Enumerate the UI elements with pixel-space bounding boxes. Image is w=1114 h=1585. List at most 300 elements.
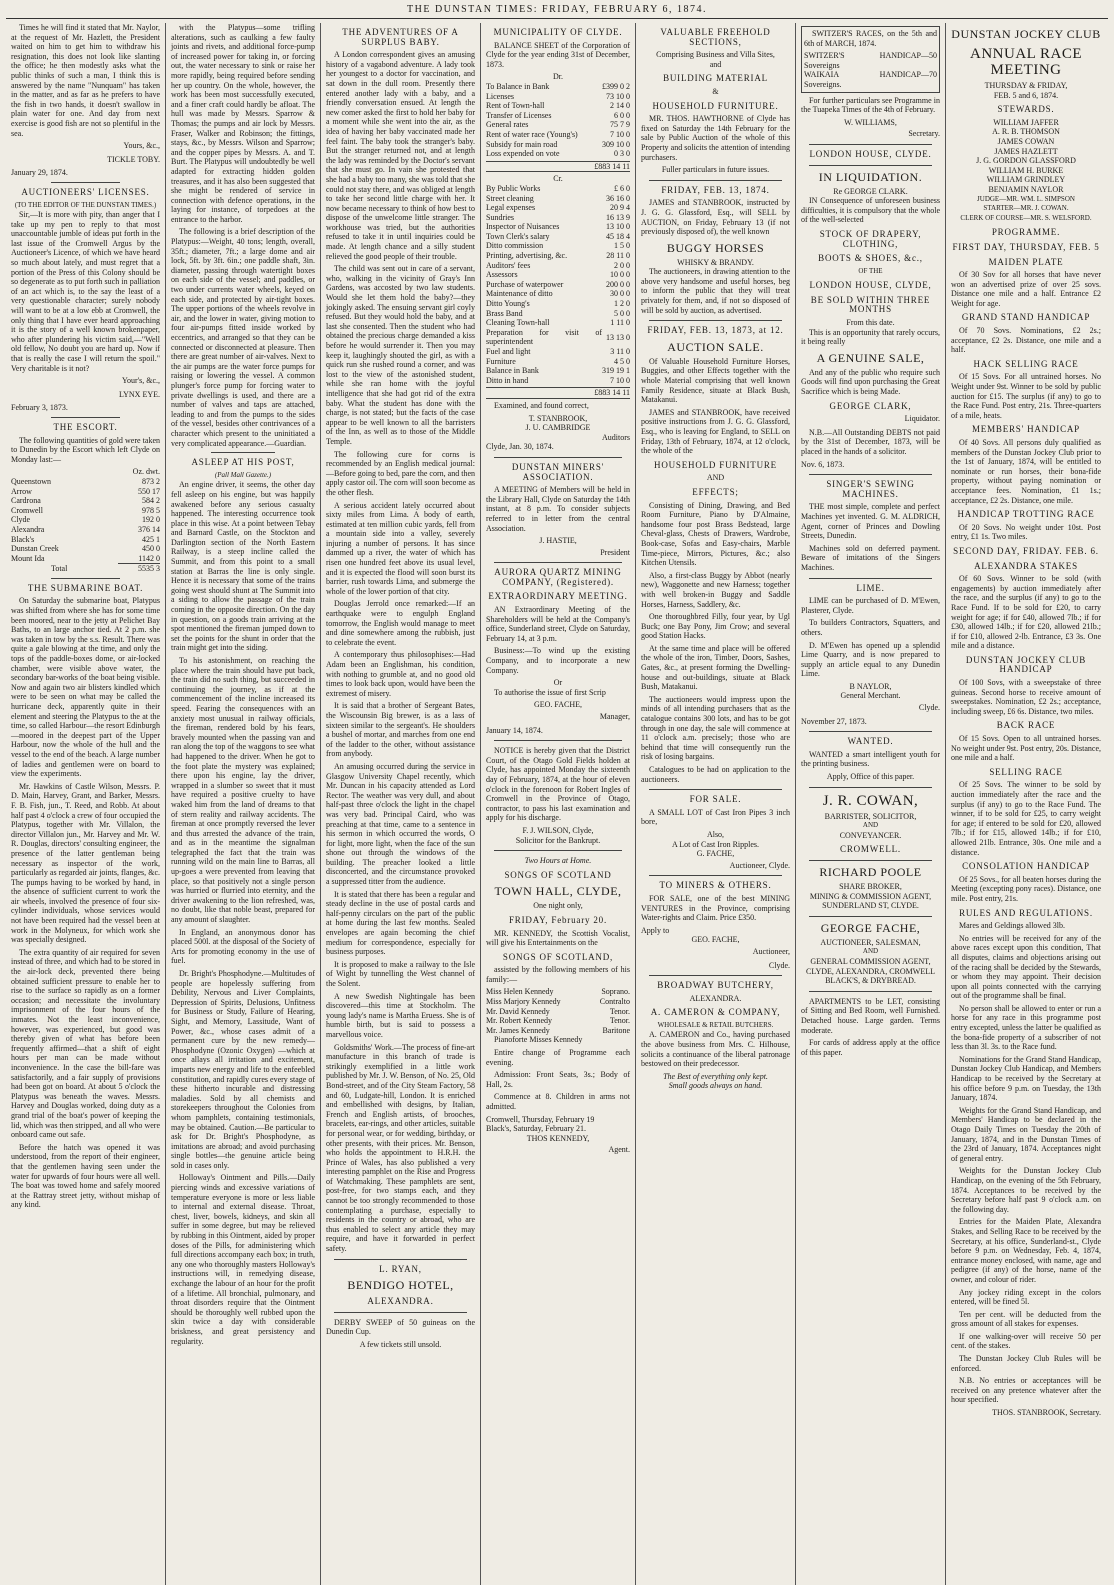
escort-table (11, 477, 160, 574)
divider (334, 1312, 467, 1313)
headline: THE ADVENTURES OF A SURPLUS BABY. (342, 27, 459, 47)
official: JUDGE—MR. WM. L. SIMPSON (977, 194, 1075, 203)
advert-body: To builders Contractors, Squatters, and others. (801, 618, 940, 637)
advert-title: Clyde. (768, 960, 790, 970)
ledger-row (486, 194, 630, 204)
article-body: The following quantities of gold were taken to Dunedin by the Escort which left Clyde on Monday last:— (11, 435, 160, 464)
divider (51, 182, 120, 183)
ledger-row (486, 213, 630, 223)
advert-body: And any of the public who require such Goods will find upon purchasing the Great Sacrifice which is being Made. (801, 367, 940, 397)
ledger-row (486, 184, 630, 194)
unit-label: Oz. dwt. (132, 467, 160, 477)
headline: DUNSTAN MINERS' ASSOCIATION. (511, 461, 605, 482)
escort-row (11, 535, 160, 545)
divider (809, 916, 932, 917)
headline: AURORA QUARTZ MINING COMPANY, (Registered). (494, 567, 622, 587)
article-body: The following cure for corns is recommended by an English medical journal:—Before going to bed, pare the corn, and then apply castor oil. The corn will soon become as the other flesh. (326, 449, 475, 497)
escort-row-value: 376 14 (138, 524, 160, 534)
performer-row (486, 1016, 630, 1026)
escort-row-value: 192 0 (142, 515, 160, 525)
advert-body: Business:—To wind up the existing Company, and to incorporate a new Company. (486, 646, 630, 675)
article-body: with the Platypus—some trifling alterations, such as caulking a few faulty joints and rivets, and additional force-pump of increased power for taking in, or forcing out, the water necessary to sink or raise her more rapidly, being required before sending her up country. On the whole, however, the work has been most successfully executed, and a finer craft could hardly be afloat. The hull was made by Messrs. Sparrow & Thomas; the pumps and air lock by Messrs. Fraser, Walker and Robinson; the fittings, stays, &c., by Messrs. Wilson and Sparrow; and the copper pipes by Messrs. A. and T. Burt. The Platypus will undoubtedly be well adapted for extracting hidden golden treasures, and it has also been suggested that she might be rendered of service in connection with defence operations, in the laying for instance, of torpedoes at the entrance to the harbor. (171, 23, 315, 224)
headline: MUNICIPALITY OF CLYDE. (493, 27, 623, 37)
advert-body: IN Consequence of unforeseen business difficulties, it is compulsory that the whole of the well-selected (801, 196, 940, 225)
ledger-row (486, 270, 630, 280)
column-6 (796, 23, 946, 1585)
headline: BROADWAY BUTCHERY, (657, 980, 774, 991)
advert-text: SWITZER'S HANDICAP—50 Sovereigns (804, 51, 937, 70)
advert-body: Dr. Bright's Phosphodyne.—Multitudes of people are hopelessly suffering from Debility, Nervous and Liver Complaints, Depression of Spirits, Delusions, Unfitness for Business or Study, Failure of Hearing, Sight, and Memory, Lassitude, Want of Power, &c., whose cases admit of a permanent cure by the new remedy—Phosphodyne (Ozonic Oxygen) —which at once allays all irritation and excitement, imparts new energy and life to the enfeebled constitution, and rapidly cures every stage of these hitherto incurable and distressing maladies. Sold by all chemists and storekeepers throughout the Colonies from whom pamphlets, containing testimonials, may be obtained. Caution.—Be particular to ask for Dr. Bright's Phosphodyne, as imitations are abroad; and avoid purchasing single bottles—the genuine article being sold in cases only. (171, 969, 315, 1170)
advert-body: A MEETING of Members will be held in the Library Hall, Clyde on Saturday the 14th instant, at 8 p.m. To consider subjects referred to in letter from the central Association. (486, 485, 630, 533)
headline: A. CAMERON & COMPANY, (650, 1007, 781, 1018)
headline: FIRST DAY, THURSDAY, FEB. 5 (952, 241, 1100, 252)
escort-row-label: Mount Ida (11, 553, 45, 563)
rules-body: N.B. No entries or acceptances will be received on any pretence whatever after the hour specified. (951, 1376, 1101, 1405)
escort-row (11, 554, 160, 564)
advert-signature: THOS. STANBROOK, Secretary. (992, 1408, 1101, 1418)
headline: GEORGE FACHE, (820, 920, 921, 935)
advert-body: Examined, and found correct, (494, 400, 589, 410)
ledger-row (486, 376, 630, 386)
ledger-row-value: 0 3 0 (614, 149, 630, 159)
advert-body: AN Extraordinary Meeting of the Shareholders will be held at the Company's office, Sunderland street, Clyde on Saturday, February 14, at 3 p.m. (486, 605, 630, 643)
race-title: MEMBERS' HANDICAP (972, 424, 1080, 435)
ledger-row (486, 130, 630, 140)
ledger-row (486, 140, 630, 150)
article-body: Douglas Jerrold once remarked:—If an earthquake were to engulph England tomorrow, the English would manage to meet and dine somewhere among the rubbish, just to celebrate the event. (326, 599, 475, 647)
ledger-row (486, 120, 630, 130)
advert-body: A. CAMERON and Co., having purchased the above business from Mrs. C. Hilhouse, solicits a continuance of the liberal patronage bestowed on their predecessor. (641, 1030, 790, 1069)
ledger-row-label: By Public Works (486, 183, 541, 193)
advert-signature: GEORGE CLARK, (829, 400, 912, 411)
ledger-row-value: 1 11 0 (610, 318, 630, 328)
performer-row (486, 987, 630, 997)
article-body: It is proposed to make a railway to the Isle of Wight by tunnelling the West channel of the Solent. (326, 959, 475, 988)
stewards-list (951, 118, 1101, 195)
headline: BOOTS & SHOES, &c., (818, 253, 923, 264)
advert-text: WHOLESALE & RETAIL BUTCHERS. (657, 1020, 774, 1029)
ledger-row (486, 357, 630, 367)
performer-row (486, 997, 630, 1007)
divider (809, 787, 932, 788)
performer-row (486, 1026, 630, 1036)
article-body: On Saturday the submarine boat, Platypus was shifted from where she has for some time been moored, near to the jetty at Pelichet Bay Baths, to an large anchor tied. At 2 p.m. she was taken in tow by the s.s. Result. There was quite a gale blowing at the time, and only the tops of the paddle-boxes dome, or air-locked chamber, were visible above water, the secondary bar-works of the boat being visible. Now and again two air blisters kindled which were to be seen on what may be called the hurricane deck, apparently quite in their element and steering the Platypus to the at the time, so called Harbour—the resort Edinburgh—moored in the deepest part of the Upper Harbour, now the whole of the hull and the vessel to the end of the beach. A large number of ladies and gentlemen were on board to view the experiments. (11, 596, 160, 779)
advert-body: Admission: Front Seats, 3s.; Body of Hall, 2s. (486, 1070, 630, 1089)
ledger-row (486, 203, 630, 213)
advert-place: ALEXANDRA. (367, 1296, 434, 1307)
article-body: Mr. Hawkins of Castle Wilson, Messrs. P. D. Main, Harvey, Grant, and Barker, Messrs. F. B. Fish, jun., T. Reed, and Robb. At about half past 4 o'clock a crew of four occupied the Platypus, together with Mr. Villalon, the director Villalon jun., Mr. Harvey and Mr. W. R. Douglas, directors' consulting engineer, the presence of the latter gentleman being necessary as inspector of the work, particularly as regarded air joints, flanges, &c. The pumps having to be worked by hand, in the absence of sufficient current to work the air wheels, involved the presence of four six-cylinder individuals, whose services would not have been required had the vessel been at work in the Molyneux, for which work she was specially designed. (11, 781, 160, 945)
divider (494, 740, 622, 741)
advert-text: A Lot of Cast Iron Ripples. (671, 839, 760, 849)
ledger-row-value: 2 0 0 (614, 260, 630, 270)
advert-text: CLYDE, ALEXANDRA, CROMWELL (806, 966, 935, 976)
headline: TO MINERS & OTHERS. (659, 880, 772, 891)
headline: ANNUAL RACE MEETING (969, 46, 1083, 78)
advert-note: A few tickets still unsold. (359, 1340, 442, 1349)
race-body: Of 60 Sovs. Winner to be sold (with engagements) by auction immediately after the race, and the surplus (if any) to go to the Race Fund. If to be sold for £20, to carry weight for age; if for £40, allowed 7lb.; if for £30, allowed 14lb.; if for £20, allowed 21lb.; if for £10, allowed 2-lb. Entrance, £3 3s. One mile and a distance. (951, 574, 1101, 651)
ledger-row-label: Rent of water race (Young's) (486, 129, 578, 139)
advert-text: From this date. (846, 318, 895, 328)
advert-body: At the same time and place will be offered the whole of the iron, Timber, Doors, Sashes, Gates, &c., at present forming the Dwelling-house and out-buildings, situate at Black Bush, Matakanui. (641, 643, 790, 692)
headline: STOCK OF DRAPERY, CLOTHING, (819, 228, 922, 249)
advert-body: THE most simple, complete and perfect Machines yet invented. G. M. ALDRICH, Agent, corner of Princes and Dowling Streets, Dunedin. (801, 502, 940, 541)
performer-row-value: Soprano. (601, 987, 630, 997)
advert-text: Or (553, 678, 563, 688)
advert-title: President (600, 547, 630, 557)
ledger-row-value: 13 10 0 (606, 222, 630, 232)
headline: STEWARDS. (997, 104, 1055, 115)
advert-body: MR. KENNEDY, the Scottish Vocalist, will give his Entertainments on the (486, 928, 630, 948)
rules-body: Ten per cent. will be deducted from the gross amount of all stakes for expenses. (951, 1309, 1101, 1329)
advert-signature: GEO. FACHE, (691, 935, 740, 945)
race-title: GRAND STAND HANDICAP (961, 312, 1091, 323)
article-body: The extra quantity of air required for seven instead of three, and which had to be stored in the air-lock deck, prevented there being obtained sufficient pressure to enable her to rise to the surface so rapidly as on a former occasion; and necessitate the involuntary imprisonment of the four hours of the inmates. Not the least inconvenience, however, was experienced, but good was thereby given of what has before been frequently affirmed—that a shift of eight hours per man can be made without inconvenience. In the case the bill-fare was satisfactorily, and a fair supply of provisions had been got on board. At about 5 o'clock the Platypus was beneath the waves. Messrs. Harvey and Douglas worked, doing duty as a grand trial of the boat's power of keeping the lid, which was then stripped, and all who were onboard came out safe. (11, 947, 160, 1140)
ledger-row-value: 2 14 0 (610, 101, 630, 111)
advert-body: MR. THOS. HAWTHORNE of Clyde has fixed on Saturday the 14th February for the sale by Public Auction of the whole of this Property and solicits the attention of intending purchasers. (641, 114, 790, 162)
ledger-row (486, 92, 630, 102)
race-body: Of 20 Sovs. No weight under 10st. Post entry, £1 1s. Two miles. (951, 522, 1101, 542)
ledger-row-label: Licenses (486, 91, 514, 101)
advert-body: BALANCE SHEET of the Corporation of Clyde for the year ending 31st of December, 1873. (486, 40, 630, 69)
headline: TOWN HALL, CLYDE, (494, 884, 622, 899)
headline: AUCTION SALE. (667, 339, 764, 354)
race-title: BACK RACE (996, 720, 1056, 731)
race-title: CONSOLATION HANDICAP (962, 861, 1090, 872)
ledger-row-label: Maintenance of ditto (486, 289, 553, 299)
divider (809, 144, 932, 145)
advert-body: One thoroughbred Filly, four year, by Ugl Buck; one Bay Pony, Jim Crow; and several good Station Hacks. (641, 612, 790, 641)
ledger-row (486, 299, 630, 309)
column-5 (636, 23, 796, 1585)
official: STARTER—MR. J. COWAN. (983, 204, 1069, 213)
advert-body: Also, a first-class Buggy by Abbot (nearly new), Waggonette and new Harness; together with well broken-in Buggy and Saddle Horses, Harness, Saddlery, &c. (641, 570, 790, 609)
ledger-row-label: Brass Band (486, 308, 523, 318)
article-body: Before the hatch was opened it was understood, from the report of their engineer, that the gentlemen having seen under the water for upwards of four hours were all well. The boat was towed home and safely moored at the Rattray street jetty, without mishap of any kind. (11, 1142, 160, 1210)
ledger-row-label: Furniture (486, 356, 516, 366)
article-body: Goldsmiths' Work.—The process of fine-art manufacture in this branch of trade is strikingly exemplified in a little work published by Mr. J. W. Benson, of No. 25, Old Bond-street, and of the City Steam Factory, 58 and 60, Ludgate-hill, London. It is enriched and embellished with designs, by Italian, French and English artists, of brooches, bracelets, ear-rings, and other articles, suitable for personal wear, or for wedding, birthday, or other presents, with their prices. Mr. Benson, who holds the appointment to H.R.H. the Prince of Wales, has also published a very interesting pamphlet on the Rise and Progress of Watchmaking. These pamphlets are sent, post-free, for two stamps each, and they cannot be too strongly recommended to those contemplating a purchase, especially to residents in the country or abroad, who are thus enabled to select any article they may require, and have it forwarded in perfect safety. (326, 1042, 476, 1254)
advert-body: NOTICE is hereby given that the District Court, of the Otago Gold Fields holden at Clyde, has appointed Monday the sixteenth day of February, 1874, at the hour of eleven o'clock in the forenoon for Robert Ingles of Cromwell in the Province of Otago, contractor, to pass his last examination and apply for his discharge. (486, 746, 630, 823)
ledger-total: £883 14 11 (486, 387, 630, 399)
advert-signature: GEO. FACHE, (533, 700, 583, 710)
headline: J. R. COWAN, (822, 792, 919, 809)
performer-row (486, 1007, 630, 1017)
ledger-row-value: 75 7 9 (610, 120, 630, 130)
rules-body: Weights for the Dunstan Jockey Club Handicap, on the evening of the 5th February, 1874. Acceptances to be received by the Secretary before half past 9 o'clock a.m. on the following day. (951, 1166, 1101, 1214)
advert-text: SHARE BROKER, (839, 882, 902, 891)
ledger-row-label: Ditto in hand (486, 375, 529, 385)
advert-text: BLACK'S, & DRYBREAD. (825, 976, 916, 986)
rules-body: Nominations for the Grand Stand Handicap, Dunstan Jockey Club Handicap, and Members Handicap to be received by the Secretary at his office before 9 p.m. on Tuesday, the 13th January, 1874. (951, 1054, 1101, 1103)
ledger-row-label: Balance in Bank (486, 366, 539, 376)
ledger-row-label: General rates (486, 120, 529, 130)
article-body: A London correspondent gives an amusing history of a vagabond adventure. A lady took her youngest to a doctor for vaccination, and sat down in the dull room. Presently there entered another lady with a baby, and a friendly conversation ensued. At length the new comer asked the first to hold her baby for a moment while she went into the air, as the idea of having her baby vaccinated made her feel faint. The baby took the stranger's baby. But the stranger returned not, and at length the lady was reminded by the Doctor's servant that she must go. In vain she protested that she had a baby too many, she was told that she could not stay there, and was obliged at length to take her second little charge with her. It now became necessary to think of how best to dispose of the unwelcome little stranger. The workhouse was tried, but the authorities refused to take it in until inquiries could be made. At length chance and a silly student relieved the good people of their trouble. (326, 50, 476, 261)
ledger-row (486, 309, 630, 319)
advert-tagline: The Best of everything only kept. (663, 1071, 768, 1081)
headline: EXTRAORDINARY MEETING. (488, 591, 628, 602)
advert-signature: THOS KENNEDY, (526, 1133, 590, 1143)
ledger-row (486, 82, 630, 92)
ledger-row-label: Town Clerk's salary (486, 231, 550, 241)
total-value: 5535 3 (118, 564, 160, 574)
advert-body: For cards of address apply at the office of this paper. (801, 1038, 940, 1057)
advert-date: Nov. 6, 1873. (801, 459, 845, 469)
ledger-row-value: 7 10 0 (610, 375, 630, 385)
divider (334, 1259, 467, 1260)
steward-name: JAMES HAZLETT (994, 146, 1058, 156)
ledger-row-value: 1 2 0 (614, 299, 630, 309)
signature: LYNX EYE. (119, 389, 160, 399)
ledger-row-value: 13 13 0 (606, 332, 630, 342)
article-body: To his astonishment, on reaching the place where the train should have put back, the train did no such thing, but succeeded in continuing the journey, as if at the commencement of the incline increased its speed. Fearing the consequences with an anxiety most unusual in railway officials, the fireman, rendered bold by his fears, bravely mounted when the passing van and ran along the top of the waggons to see what had happened to the driver. When he got to the foot plate the mystery was explained; there upon his engine, lay the driver, wrapped in a slumber so sweet that it must have required a positive cruelty to have waked him from the land of dreams to that of stern reality and railway accidents. The fireman at once promptly reversed the lever and thus arrested the advance of the train, and as in the meantime the signalman telegraphed the fact that the train was running wild on the main line to Barras, all up-goes a were prevented from leaving that place, so that positively not a single person was hurried or flurried into eternity, and the driver awakening to the lion refreshed, was, no doubt, like that noble beast, prepared for any amount of slaughter. (171, 656, 315, 925)
ledger-row-value: 200 0 0 (606, 279, 630, 289)
advert-body: A SMALL LOT of Cast Iron Pipes 3 inch bore, (641, 807, 790, 827)
performer-row-label: Miss Helen Kennedy (486, 987, 554, 997)
article-body: An engine driver, it seems, the other day fell asleep on his engine, but was happily awakened before any serious casualty happened. The interesting occurrence took place in this wise. At a point between Tebay and Barnard Castle, on the Stockton and Darlington section of the North Eastern Railway, is a steep incline called the Summit, and from this point to a small station at Barras the line is only single. Hence it is necessary that some of the trains going west should shunt at The Summit into a siding to allow the passage of the train coming in the opposite direction. On the day in question, on a goods train arriving at the spot mentioned the fireman jumped down to set the points for the shunt in order that the train might get into the siding. (171, 480, 315, 653)
escort-row-value: 978 5 (142, 505, 160, 515)
advert-date: Clyde, Jan. 30, 1874. (486, 442, 554, 452)
headline: A GENUINE SALE, (816, 350, 925, 365)
headline: FRIDAY, FEB. 13, 1874. (661, 184, 770, 195)
advert-text: SUNDERLAND ST, CLYDE. (822, 901, 919, 911)
ledger-row-label: Fuel and light (486, 347, 531, 356)
advert-body: The auctioneers would impress upon the minds of all intending purchasers that as the catalogue contains 300 lots, and has to be got through in one day, the sale will commence at 11 o'clock a.m. precisely; those who are behind that time will consequently run the risk of losing bargains. (641, 694, 790, 762)
advert-title: Liquidator. (904, 414, 940, 424)
advert-text: MINING & COMMISSION AGENT, (809, 891, 932, 901)
advert-name: L. RYAN, (379, 1263, 422, 1274)
advert-body: assisted by the following members of his family:— (486, 965, 630, 984)
ledger-row-label: Ditto commission (486, 241, 544, 251)
columns (6, 23, 1108, 1585)
signoff: Your's, &c., (122, 376, 160, 386)
ledger-row-value: 3 11 0 (610, 347, 630, 356)
advert-body: Holloway's Ointment and Pills.—Daily piercing winds and excessive variations of temperature everyone is more or less liable to internal and external disease. Throat, chest, liver, bowels, kidneys, and skin all suffer in some degree, but may be relieved by rubbing in this Ointment, aided by proper doses of the Pills, for administering which full directions accompany each box; in truth, any one who thoroughly masters Holloway's instructions will, in remedying disease, exchange the labour of an hour for the profit of a lifetime. All bronchial, pulmonary, and throat disorders require that the Ointment should be thoroughly well rubbed upon the skin twice a day with considerable briskness, and great persistency and regularity. (171, 1173, 315, 1346)
advert-box (801, 26, 940, 93)
ledger-row-value: 30 0 0 (610, 289, 630, 299)
ledger-row-value: 36 16 0 (606, 193, 630, 203)
advert-text: Fuller particulars in future issues. (661, 165, 770, 175)
advert-text: AND (862, 821, 879, 830)
ledger-row-value: 309 10 0 (602, 139, 630, 149)
race-body: Of 40 Sovs. All persons duly qualified as members of the Dunstan Jockey Club prior to the 1st of January, 1874, will be entitled to nominate or run horses, their bona-fide property, without paying nomination or acceptance fees. Nomination, £1 1s.; acceptance, £2 2s. Distance, one mile. (951, 438, 1101, 505)
ledger-row-value: 28 11 0 (606, 251, 630, 261)
divider (649, 875, 782, 876)
headline: SECOND DAY, FRIDAY. FEB. 6. (953, 545, 1099, 556)
headline: ASLEEP AT HIS POST, (191, 457, 295, 468)
official: CLERK OF COURSE—MR. S. WELSFORD. (960, 213, 1092, 222)
escort-row-value: 873 2 (142, 476, 160, 486)
performer-row-label: Mr. James Kennedy (486, 1025, 550, 1035)
advert-body: The auctioneers, in drawing attention to the above very handsome and useful horses, beg to inform the public that they will treat privately for them, and, if not so disposed of will be sold by auction, as advertised. (641, 267, 790, 315)
advert-text: Also, (706, 829, 725, 839)
race-body: Of 15 Sovs. For all untrained horses. No Weight under 9st. Winner to be sold by public auction for £15. The surplus (if any) to go to the Race Fund. Post entry, 21s. Three-quarters of a mile, heats. (951, 372, 1101, 420)
ledger-row (486, 149, 630, 159)
article-body: A new Swedish Nightingale has been discovered—this time at Stockholm. The young lady's name is Martha Eruess. She is of humble birth, but is said to possess a marvellous voice. (326, 991, 475, 1039)
column-3 (321, 23, 481, 1585)
advert-body: Consisting of Dining, Drawing, and Bed Room Furniture, Piano by D'Almaine, handsome four post Brass Bedstead, large Cheval-glass, Chests of Drawers, Wardrobe, Book-case, Sofas and Easy-chairs, Marble Time-piece, Mirrors, Pictures, &c.; also Kitchen Utensils. (641, 500, 790, 568)
ledger-row-value: 73 10 0 (606, 91, 630, 101)
column-1 (6, 23, 166, 1585)
escort-row-value: 550 17 (138, 486, 160, 496)
steward-name: WILLIAM H. BURKE (988, 165, 1064, 175)
escort-row (11, 487, 160, 497)
article-body: In England, an anonymous donor has placed 500l. at the disposal of the Society of Arts for promoting economy in the use of fuel. (171, 927, 315, 966)
ledger-row-label: Cleaning Town-hall (486, 318, 550, 328)
advert-title: Auctioneer, Clyde. (729, 860, 790, 870)
article-body: Sir,—It is more with pity, than anger that I take up my pen to reply to that most unaccountable jumble of ideas put forth in the last issue of the Cromwell Argus by the Auctioneer's Licence, of which we have heard so much about lately, and must regret that a portion of the Press of this Colony should be so degenerate as to put forth such in palliation of an act which is, to the say the least of a very questionable character; surely nobody will want to be at a low ebb at Cromwell, the only thing that I have ever heard approaching it is the story of a well known brokenpaper, who after plundering his victim said,—"Well old fellow, No doubt you are hard up. Now if that is really the case I will return the spoil." Very charitable is it not? (11, 210, 160, 373)
letter-date: January 29, 1874. (11, 168, 68, 178)
escort-row-label: Dunstan Creek (11, 544, 59, 554)
advert-text: AND (862, 947, 879, 956)
rules-body: No person shall be allowed to enter or run a horse for any race in this programme post entry excepted, unless the latter be qualified as the bona-fide property of a subscriber of not less than 3l. 3s. to the Race fund. (951, 1003, 1101, 1052)
advert-text: THURSDAY & FRIDAY, (984, 81, 1068, 90)
advert-signature: G. FACHE, (696, 849, 735, 859)
advert-signature: B NAYLOR, (849, 681, 892, 691)
advert-body: JAMES and STANBROOK, have received positive instructions from J. G. G. Glassford, Esq., who is leaving for England, to SELL on Friday, 13th of February, 1874, at 12 o'clock, the whole of the (641, 407, 790, 456)
ledger-row-value: 45 18 4 (606, 231, 630, 241)
headline: RULES AND REGULATIONS. (959, 907, 1093, 918)
advert-body: Pianoforte Misses Kennedy (494, 1035, 583, 1045)
article-body: A serious accident lately occurred about sixty miles from Lima. A body of earth, estimated at ten million cubic yards, fell from a mountain side into a valley, severely injuring a number of persons. It has since dammed up a river, the water of which has risen one hundred feet above its usual level, and it is expected the flood will soon burst its barrier, rush towards Lima, and submerge the whole of the lower portion of that city. (326, 500, 475, 596)
advert-text: ALEXANDRA. (689, 993, 742, 1003)
advert-body: D. M'Ewen has opened up a splendid Lime Quarry, and is now prepared to supply an article equal to any Dunedin Lime. (801, 640, 940, 679)
advert-body: JAMES and STANBROOK, instructed by J. G. G. Glassford, Esq., will SELL by AUCTION, on Friday, February 13 (if not previously disposed of), the well known (641, 198, 790, 237)
ledger-row (486, 366, 630, 376)
ledger-row-value: 16 13 9 (606, 212, 630, 222)
ledger-row-label: To Balance in Bank (486, 81, 550, 91)
headline: SINGER'S SEWING MACHINES. (826, 479, 915, 499)
ledger-row-label: Loss expended on vote (486, 149, 560, 159)
ledger-row-label: Preparation for visit of superintendent (486, 327, 602, 347)
advert-title: Secretary. (908, 129, 940, 139)
rules-body: Mares and Geldings allowed 3lb. (959, 921, 1065, 931)
divider (649, 975, 782, 976)
ledger-row-value: 7 10 0 (610, 129, 630, 139)
divider (809, 165, 932, 166)
column-2 (166, 23, 321, 1585)
rules-body: If one walking-over will receive 50 per cent. of the stakes. (951, 1331, 1101, 1351)
headline: VALUABLE FREEHOLD SECTIONS, (660, 27, 771, 47)
ledger-row (486, 318, 630, 328)
advert-text: Cromwell, Thursday, February 19 (486, 1114, 595, 1124)
ledger-row-label: Legal expenses (486, 203, 536, 213)
escort-row (11, 506, 160, 516)
advert-text: CONVEYANCER. (839, 830, 902, 840)
advert-text: Comprising Business and Villa Sites, (656, 50, 775, 60)
escort-row-label: Queenstown (11, 476, 51, 486)
ledger-row-label: Ditto Young's (486, 299, 530, 309)
escort-row-label: Alexandra (11, 524, 45, 534)
advert-text: Apply, Office of this paper. (826, 772, 915, 782)
advert-text: WAIKAIA HANDICAP—70 Sovereigns. (804, 70, 937, 89)
divider (211, 452, 275, 453)
headline: FRIDAY, FEB. 13, 1873, at 12. (647, 325, 784, 336)
advert-body: Entire change of Programme each evening. (486, 1048, 630, 1067)
advert-text: One night only, (533, 901, 583, 911)
subhead: (TO THE EDITOR OF THE DUNSTAN TIMES.) (14, 200, 157, 209)
escort-row-value: 450 0 (142, 544, 160, 554)
advert-date: January 14, 1874. (486, 725, 543, 735)
headline: CROMWELL. (840, 844, 901, 855)
race-title: ALEXANDRA STAKES (974, 560, 1078, 571)
advert-body: Of Valuable Household Furniture Horses, Buggies, and other Effects together with the whole Material comprising that well known Family Residence, situate at Black Bush, Matakanui. (641, 356, 790, 405)
advert-title: Manager, (599, 712, 630, 721)
headline: FRIDAY, February 20. (508, 914, 607, 925)
headline: BUILDING MATERIAL (663, 73, 768, 84)
ledger-row-value: £399 0 2 (602, 81, 630, 91)
advert-body: Catalogues to be had on application to the auctioneers. (641, 765, 790, 784)
escort-row (11, 515, 160, 525)
advert-title: BENDIGO HOTEL, (347, 1278, 454, 1293)
signoff: Yours, &c., (123, 141, 160, 151)
escort-row-value: 425 1 (142, 534, 160, 544)
escort-row (11, 525, 160, 535)
ledger-row-label: Purchase of waterpower (486, 279, 564, 289)
race-body: Of 70 Sovs. Nominations, £2 2s.; acceptance, £2 2s. Distance, one mile and a half. (951, 326, 1101, 355)
ledger-credit (486, 184, 630, 385)
divider (809, 860, 932, 861)
ledger-debit (486, 82, 630, 159)
divider (494, 562, 622, 563)
advert-text: & (712, 86, 719, 96)
divider (649, 320, 782, 321)
advert-date: November 27, 1873. (801, 716, 867, 726)
ledger-row-value: 319 19 1 (602, 366, 630, 376)
subhead: (Pall Mall Gazette.) (214, 470, 272, 479)
advert-tagline: Small goods always on hand. (668, 1081, 763, 1091)
advert-text: Re GEORGE CLARK. (833, 186, 908, 196)
headline: SONGS OF SCOTLAND (504, 869, 612, 880)
ledger-row (486, 328, 630, 347)
race-body: Of 30 Sov for all horses that have never won an advertised prize of over 25 sovs. Distance one mile and a half. Entrance £2 Weight for age. (951, 270, 1101, 308)
article-body: A contemporary thus philosophises:—Had Adam been an Englishman, his condition, with nothing to grumble at, and no good old times to look back upon, would have been the extremest of misery. (326, 650, 475, 698)
race-body: Of 25 Sovs. The winner to be sold by auction immediately after the race and the surplus (if any) to go to the Race Fund. The winner, if to be sold for £25, to carry weight for age; if entered to be sold for £20, allowed 7lb.; if for £15, allowed 14lb.; if for £10, allowed 21lb. Entrance, 30s. One mile and a distance. (951, 780, 1101, 857)
headline: RICHARD POOLE (819, 865, 922, 879)
divider (809, 578, 932, 579)
advert-body: SWITZER'S RACES, on the 5th and 6th of MARCH, 1874. (804, 29, 937, 48)
advert-text: and (709, 59, 722, 69)
divider (809, 474, 932, 475)
advert-text: WHISKY & BRANDY. (677, 257, 754, 267)
performer-row-label: Miss Marjory Kennedy (486, 997, 561, 1007)
race-title: MAIDEN PLATE (988, 256, 1064, 267)
rules-body: Weights for the Grand Stand Handicap, and Members' Handicap to be declared in the Otago Daily Times on Tuesday the 20th of January, 1874, and in the Dunstan Times of the 23rd of January, 1874. Acceptances night of general entry. (951, 1105, 1101, 1163)
advert-text: OF THE (858, 266, 883, 275)
escort-row-label: Arrow (11, 486, 32, 496)
advert-signature: W. WILLIAMS, (844, 117, 897, 127)
advert-title: Solicitor for the Bankrupt. (515, 835, 601, 845)
advert-tagline: Two Hours at Home. (524, 856, 592, 866)
headline: AUCTIONEERS' LICENSES. (21, 186, 150, 197)
performer-row-label: Mr. Robert Kennedy (486, 1016, 552, 1026)
steward-name: JAMES COWAN (997, 136, 1055, 146)
divider (809, 991, 932, 992)
ledger-row (486, 261, 630, 271)
ledger-row-label: Auditors' fees (486, 260, 531, 270)
headline: THE ESCORT. (53, 421, 118, 432)
performer-table (486, 987, 630, 1035)
headline: SONGS OF SCOTLAND, (502, 951, 614, 962)
ledger-row-value: 1 5 0 (614, 241, 630, 251)
escort-row (11, 496, 160, 506)
auditors-label: Auditors (602, 432, 630, 442)
ledger-row-value: 10 0 0 (610, 270, 630, 280)
ledger-row (486, 111, 630, 121)
signature: TICKLE TOBY. (107, 154, 160, 164)
ledger-row-label: Sundries (486, 212, 514, 222)
ledger-side: Dr. (553, 72, 563, 82)
performer-row-label: Mr. David Kennedy (486, 1006, 550, 1016)
escort-row (11, 544, 160, 554)
